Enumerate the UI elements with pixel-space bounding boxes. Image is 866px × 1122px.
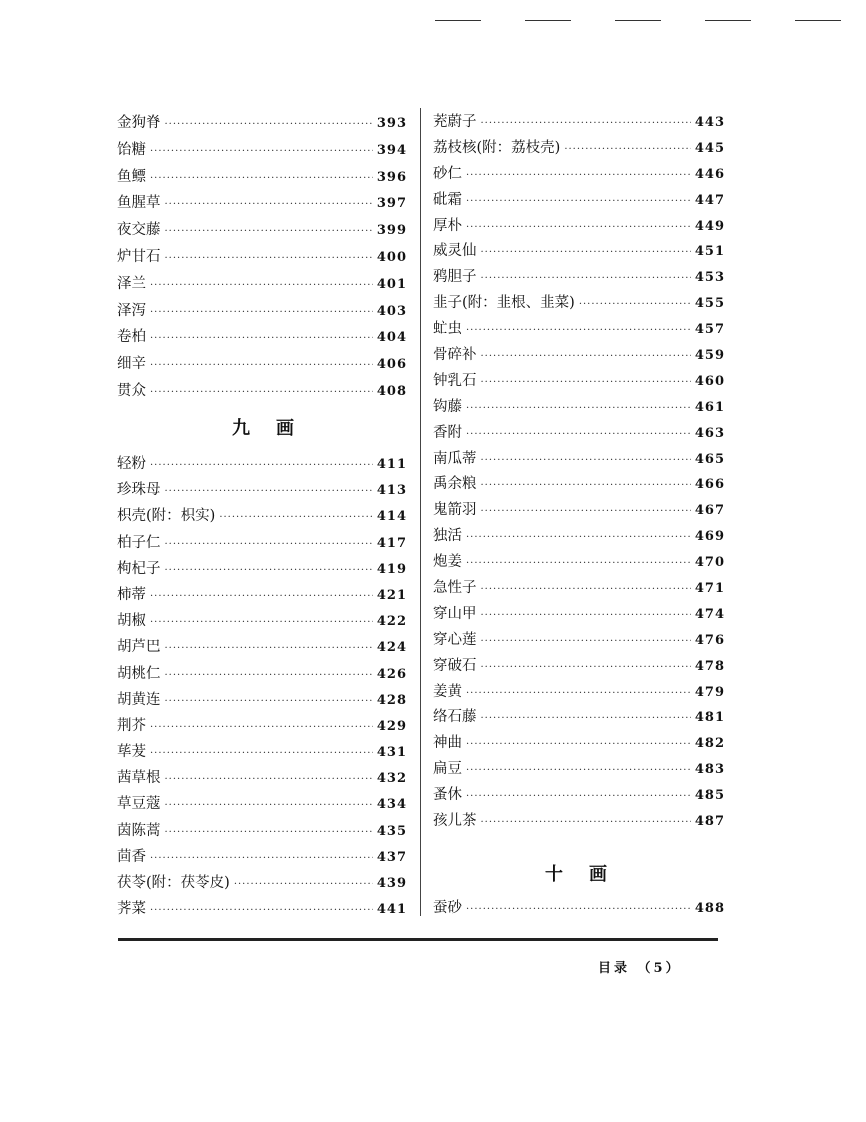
toc-entry	[433, 110, 725, 136]
dot-leader	[165, 112, 373, 139]
entry-name: 急性子	[433, 580, 477, 597]
entry-name: 茴香	[117, 848, 146, 865]
dot-leader	[466, 758, 691, 784]
entry-page-number: 393	[376, 116, 407, 131]
entry-name: 禹余粮	[433, 476, 477, 493]
entry-page-number: 476	[694, 632, 725, 648]
toc-entry	[433, 498, 725, 524]
dot-leader	[481, 266, 691, 292]
entry-page-number: 414	[376, 509, 407, 525]
dot-leader	[150, 326, 373, 353]
entry-page-number: 429	[376, 718, 407, 734]
entry-name: 荔枝核(附：荔枝壳)	[433, 139, 561, 156]
entry-name: 穿心莲	[433, 631, 477, 648]
dot-leader	[165, 793, 373, 819]
toc-entry	[433, 628, 725, 654]
toc-entry	[433, 809, 725, 835]
entry-name: 枸杞子	[117, 560, 161, 577]
dot-leader	[219, 505, 373, 531]
entry-page-number: 400	[376, 249, 407, 265]
entry-page-number: 441	[376, 902, 407, 918]
entry-page-number: 424	[376, 640, 407, 656]
entry-name: 香附	[433, 424, 462, 441]
right-column-list-b	[433, 895, 725, 921]
column-divider	[420, 108, 421, 916]
dot-leader	[150, 353, 373, 380]
dot-leader	[150, 898, 373, 924]
dot-leader	[481, 655, 691, 681]
dot-leader	[150, 584, 373, 610]
dot-leader	[165, 689, 373, 715]
toc-entry	[433, 895, 725, 921]
dot-leader	[165, 479, 373, 505]
dot-leader	[481, 603, 691, 629]
entry-name: 胡桃仁	[117, 665, 161, 682]
toc-entry	[433, 472, 725, 498]
entry-name: 鸦胆子	[433, 269, 477, 286]
entry-name: 金狗脊	[117, 115, 161, 131]
entry-name: 独活	[433, 528, 462, 545]
entry-page-number: 406	[376, 357, 407, 373]
dot-leader	[150, 715, 373, 741]
left-column-list-a	[117, 110, 407, 405]
toc-entry	[433, 524, 725, 550]
entry-page-number: 479	[694, 684, 725, 700]
dot-leader	[481, 473, 691, 499]
entry-name: 茯苓(附：茯苓皮)	[117, 875, 230, 891]
toc-entry	[117, 217, 407, 244]
entry-name: 孩儿茶	[433, 813, 477, 830]
toc-entry	[117, 791, 407, 817]
entry-page-number: 428	[376, 692, 407, 708]
entry-page-number: 467	[694, 503, 725, 519]
toc-entry	[117, 503, 407, 529]
entry-page-number: 434	[376, 797, 407, 813]
toc-entry	[117, 271, 407, 298]
entry-name: 茜草根	[117, 770, 161, 787]
toc-entry	[433, 162, 725, 188]
entry-name: 骨碎补	[433, 347, 477, 364]
entry-name: 扁豆	[433, 761, 462, 778]
toc-entry	[117, 687, 407, 713]
entry-name: 枳壳(附：枳实)	[117, 508, 216, 525]
entry-page-number: 408	[376, 383, 407, 399]
dot-leader	[165, 820, 373, 846]
toc-entry	[117, 110, 407, 137]
toc-entry	[117, 870, 407, 896]
entry-page-number: 455	[694, 296, 725, 312]
entry-page-number: 481	[694, 710, 725, 726]
entry-page-number: 483	[694, 762, 725, 778]
dot-leader	[466, 189, 691, 215]
section-heading-ten: 十画	[545, 864, 633, 885]
dot-leader	[150, 273, 373, 300]
entry-name: 草豆蔻	[117, 796, 161, 813]
dot-leader	[150, 741, 373, 767]
dot-leader	[165, 767, 373, 793]
entry-page-number: 394	[376, 142, 407, 158]
dot-leader	[150, 300, 373, 327]
entry-page-number: 421	[376, 587, 407, 603]
entry-name: 泽兰	[117, 275, 146, 292]
entry-name: 轻粉	[117, 456, 146, 472]
toc-entry	[117, 378, 407, 405]
toc-entry	[117, 324, 407, 351]
toc-entry	[433, 576, 725, 602]
dot-leader	[150, 139, 373, 166]
entry-name: 钩藤	[433, 398, 462, 415]
dot-leader	[466, 897, 691, 923]
entry-page-number: 449	[694, 218, 725, 234]
dot-leader	[466, 318, 691, 344]
dot-leader	[165, 532, 373, 558]
toc-entry	[433, 757, 725, 783]
toc-entry	[433, 317, 725, 343]
entry-name: 穿山甲	[433, 605, 477, 622]
entry-name: 威灵仙	[433, 243, 477, 260]
entry-page-number: 445	[694, 140, 725, 156]
dot-leader	[481, 448, 691, 474]
left-column-list-b	[117, 451, 407, 922]
entry-page-number: 411	[376, 457, 407, 472]
entry-page-number: 401	[376, 276, 407, 292]
entry-name: 鱼鳔	[117, 168, 146, 185]
entry-page-number: 451	[694, 244, 725, 260]
toc-entry	[433, 343, 725, 369]
toc-entry	[117, 634, 407, 660]
entry-name: 饴糖	[117, 141, 146, 158]
entry-name: 卷柏	[117, 329, 146, 346]
dot-leader	[150, 453, 373, 479]
toc-entry	[433, 680, 725, 706]
entry-name: 韭子(附：韭根、韭菜)	[433, 295, 575, 312]
dot-leader	[165, 246, 373, 273]
entry-name: 胡椒	[117, 613, 146, 630]
entry-page-number: 463	[694, 425, 725, 441]
entry-name: 络石藤	[433, 709, 477, 726]
entry-page-number: 431	[376, 745, 407, 761]
entry-page-number: 435	[376, 823, 407, 839]
toc-entry	[117, 739, 407, 765]
entry-name: 柏子仁	[117, 534, 161, 551]
entry-page-number: 461	[694, 399, 725, 415]
toc-entry	[433, 705, 725, 731]
entry-name: 炮姜	[433, 554, 462, 571]
toc-entry	[117, 608, 407, 634]
entry-page-number: 432	[376, 771, 407, 787]
entry-page-number: 413	[376, 483, 407, 499]
dot-leader	[466, 732, 691, 758]
entry-page-number: 397	[376, 196, 407, 212]
toc-entry	[117, 818, 407, 844]
entry-name: 夜交藤	[117, 222, 161, 239]
entry-page-number: 447	[694, 192, 725, 208]
dot-leader	[481, 370, 691, 396]
dot-leader	[150, 166, 373, 193]
dot-leader	[466, 525, 691, 551]
page-footer: 目录 （5）	[598, 961, 682, 976]
top-mark	[705, 20, 751, 21]
entry-name: 神曲	[433, 735, 462, 752]
dot-leader	[165, 558, 373, 584]
entry-page-number: 437	[376, 849, 407, 865]
toc-entry	[117, 582, 407, 608]
toc-entry	[117, 896, 407, 922]
toc-entry	[117, 477, 407, 503]
dot-leader	[481, 577, 691, 603]
dot-leader	[165, 219, 373, 246]
dot-leader	[481, 499, 691, 525]
dot-leader	[165, 192, 373, 219]
entry-name: 姜黄	[433, 683, 462, 700]
entry-name: 炉甘石	[117, 248, 161, 265]
entry-page-number: 399	[376, 223, 407, 239]
entry-page-number: 419	[376, 561, 407, 577]
entry-name: 茺蔚子	[433, 114, 477, 130]
entry-page-number: 453	[694, 270, 725, 286]
toc-entry	[117, 661, 407, 687]
toc-entry	[433, 783, 725, 809]
entry-name: 虻虫	[433, 321, 462, 338]
entry-name: 钟乳石	[433, 372, 477, 389]
toc-entry	[433, 731, 725, 757]
toc-entry	[117, 844, 407, 870]
dot-leader	[481, 706, 691, 732]
toc-entry	[117, 137, 407, 164]
entry-name: 厚朴	[433, 217, 462, 234]
entry-page-number: 469	[694, 529, 725, 545]
toc-entry	[117, 164, 407, 191]
entry-name: 泽泻	[117, 302, 146, 319]
entry-page-number: 417	[376, 535, 407, 551]
entry-name: 细辛	[117, 356, 146, 373]
entry-name: 荆芥	[117, 717, 146, 734]
entry-name: 柿蒂	[117, 586, 146, 603]
toc-entry	[433, 136, 725, 162]
entry-page-number: 482	[694, 736, 725, 752]
toc-entry	[433, 421, 725, 447]
dot-leader	[466, 784, 691, 810]
entry-page-number: 457	[694, 322, 725, 338]
entry-page-number: 487	[694, 814, 725, 830]
dot-leader	[481, 111, 691, 137]
entry-name: 胡黄连	[117, 691, 161, 708]
dot-leader	[165, 636, 373, 662]
toc-entry	[433, 291, 725, 317]
toc-entry	[117, 351, 407, 378]
top-mark	[615, 20, 661, 21]
toc-entry	[433, 602, 725, 628]
entry-name: 蚕砂	[433, 900, 462, 916]
dot-leader	[579, 292, 691, 318]
toc-entry	[433, 239, 725, 265]
entry-name: 荜茇	[117, 744, 146, 761]
dot-leader	[481, 810, 691, 836]
toc-entry	[433, 395, 725, 421]
top-mark	[435, 20, 481, 21]
dot-leader	[150, 380, 373, 407]
bottom-rule	[118, 938, 718, 941]
entry-page-number: 474	[694, 606, 725, 622]
toc-entry	[117, 244, 407, 271]
entry-page-number: 403	[376, 303, 407, 319]
entry-page-number: 439	[376, 876, 407, 891]
entry-page-number: 396	[376, 169, 407, 185]
entry-page-number: 446	[694, 166, 725, 182]
toc-entry	[433, 550, 725, 576]
toc-entry	[433, 188, 725, 214]
toc-entry	[117, 556, 407, 582]
dot-leader	[466, 681, 691, 707]
entry-name: 茵陈蒿	[117, 822, 161, 839]
entry-page-number: 404	[376, 330, 407, 346]
right-column-list-a	[433, 110, 725, 835]
dot-leader	[165, 663, 373, 689]
dot-leader	[481, 629, 691, 655]
entry-name: 鬼箭羽	[433, 502, 477, 519]
entry-page-number: 426	[376, 666, 407, 682]
entry-name: 荠菜	[117, 901, 146, 918]
section-heading-nine: 九画	[232, 418, 320, 439]
toc-entry	[117, 713, 407, 739]
dot-leader	[466, 551, 691, 577]
entry-page-number: 460	[694, 373, 725, 389]
entry-page-number: 443	[694, 115, 725, 130]
entry-page-number: 470	[694, 555, 725, 571]
dot-leader	[466, 163, 691, 189]
dot-leader	[150, 610, 373, 636]
entry-page-number: 485	[694, 788, 725, 804]
toc-entry	[117, 451, 407, 477]
entry-name: 蚤休	[433, 787, 462, 804]
dot-leader	[150, 846, 373, 872]
entry-name: 鱼腥草	[117, 195, 161, 212]
top-mark	[525, 20, 571, 21]
dot-leader	[481, 240, 691, 266]
entry-name: 砒霜	[433, 191, 462, 208]
entry-name: 南瓜蒂	[433, 450, 477, 467]
toc-entry	[433, 265, 725, 291]
entry-name: 穿破石	[433, 657, 477, 674]
entry-page-number: 488	[694, 901, 725, 916]
dot-leader	[234, 872, 373, 898]
toc-entry	[433, 654, 725, 680]
entry-page-number: 466	[694, 477, 725, 493]
toc-entry	[117, 298, 407, 325]
entry-page-number: 478	[694, 658, 725, 674]
entry-page-number: 465	[694, 451, 725, 467]
dot-leader	[466, 422, 691, 448]
entry-page-number: 422	[376, 614, 407, 630]
toc-entry	[433, 447, 725, 473]
entry-page-number: 459	[694, 348, 725, 364]
entry-name: 胡芦巴	[117, 639, 161, 656]
dot-leader	[466, 396, 691, 422]
toc-entry	[433, 369, 725, 395]
toc-entry	[117, 190, 407, 217]
entry-name: 贯众	[117, 382, 146, 399]
dot-leader	[466, 215, 691, 241]
top-mark	[795, 20, 841, 21]
entry-name: 珍珠母	[117, 482, 161, 499]
toc-entry	[117, 765, 407, 791]
entry-name: 砂仁	[433, 165, 462, 182]
toc-entry	[117, 530, 407, 556]
entry-page-number: 471	[694, 581, 725, 597]
dot-leader	[564, 137, 691, 163]
toc-entry	[433, 214, 725, 240]
dot-leader	[481, 344, 691, 370]
